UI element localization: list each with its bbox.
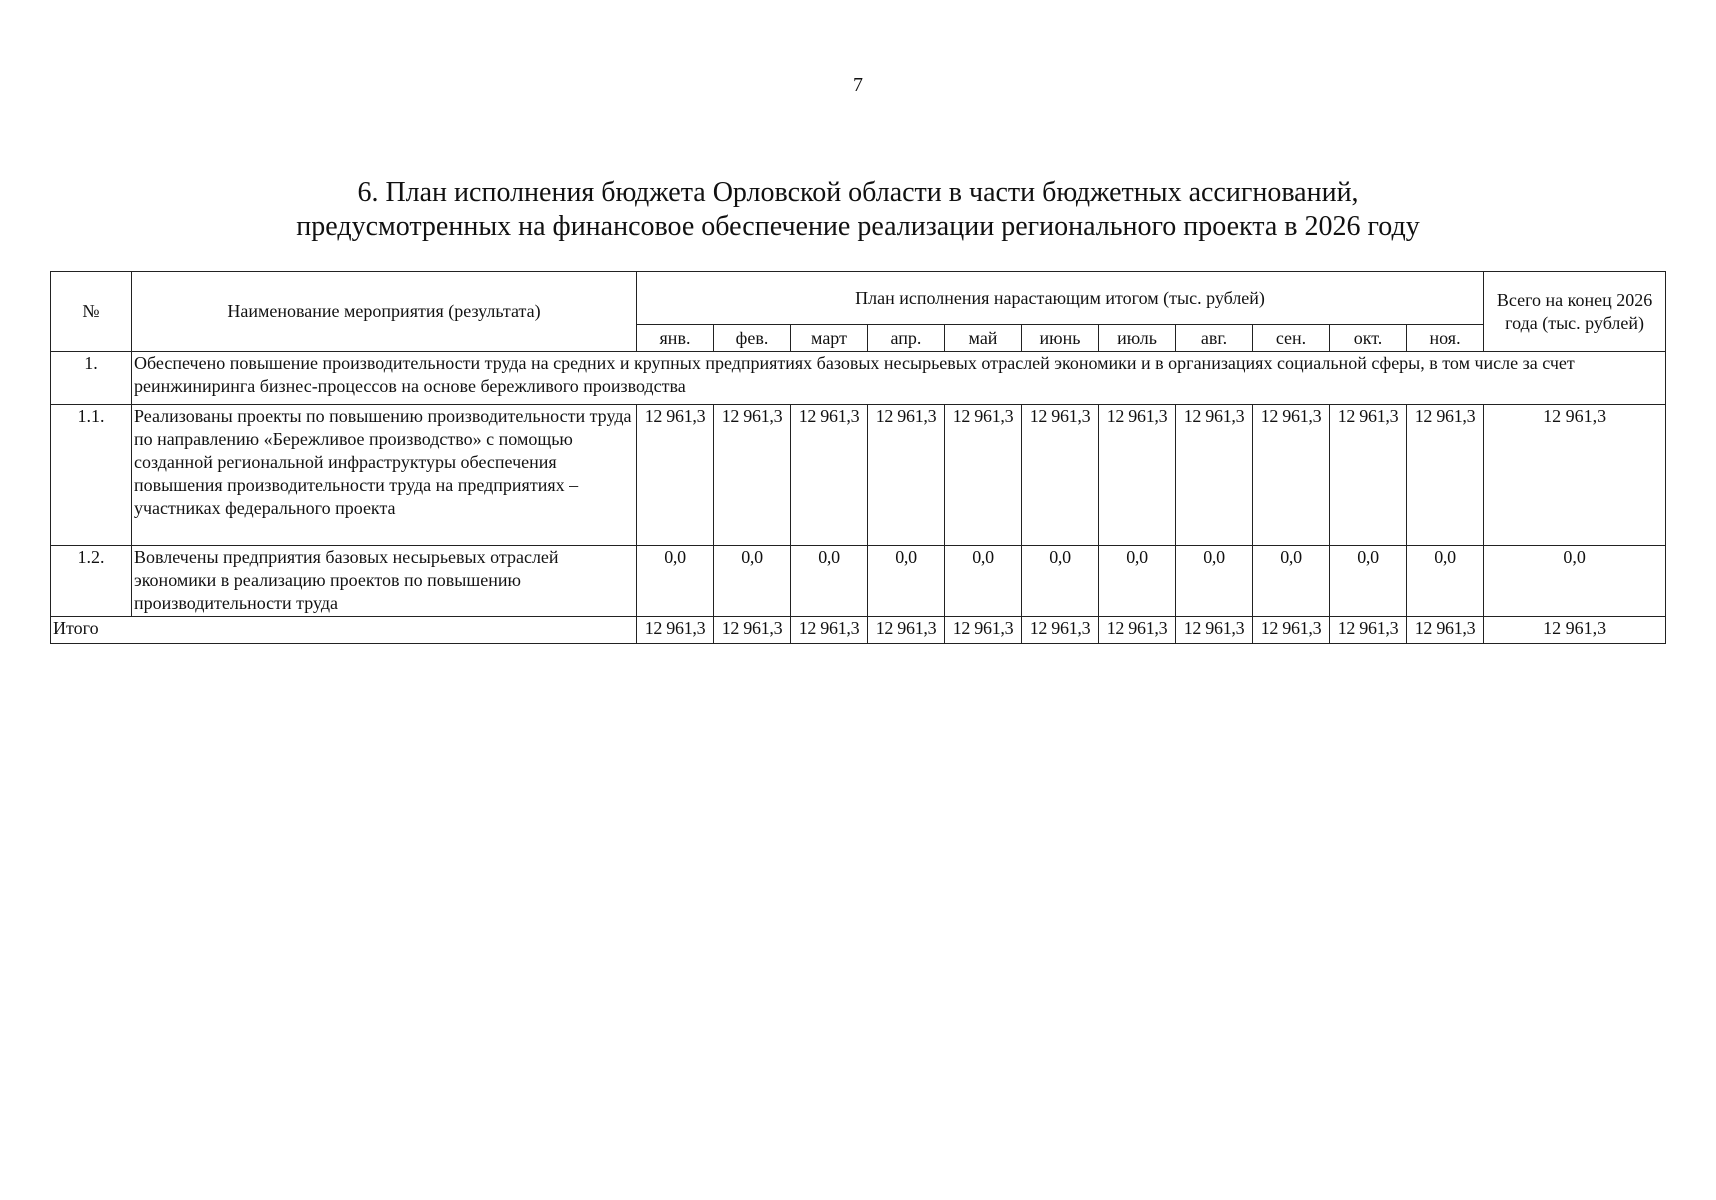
total-row (51, 617, 1666, 644)
month-header: июнь (1022, 325, 1099, 352)
total-label: Итого (51, 617, 637, 644)
month-value: 0,0 (1330, 546, 1407, 617)
total-month-value: 12 961,3 (945, 617, 1022, 644)
month-value: 12 961,3 (1330, 405, 1407, 546)
total-month-value: 12 961,3 (1253, 617, 1330, 644)
header-number: № (51, 272, 132, 352)
total-month-value: 12 961,3 (1099, 617, 1176, 644)
month-value: 0,0 (1022, 546, 1099, 617)
section-title: Обеспечено повышение производительности труда на средних и крупных предприятиях базовых несырьевых отраслей экономики и в организациях социальной сферы, в том числе за счет реинжиниринга бизнес-процессов на основе бережливого производства (132, 352, 1666, 405)
total-month-value: 12 961,3 (714, 617, 791, 644)
title-line-1: 6. План исполнения бюджета Орловской области в части бюджетных ассигнований, (357, 177, 1359, 208)
month-value: 0,0 (945, 546, 1022, 617)
grand-total: 12 961,3 (1484, 617, 1666, 644)
month-value: 0,0 (1407, 546, 1484, 617)
total-month-value: 12 961,3 (1176, 617, 1253, 644)
month-header: март (791, 325, 868, 352)
total-month-value: 12 961,3 (1022, 617, 1099, 644)
month-value: 0,0 (791, 546, 868, 617)
month-value: 12 961,3 (1176, 405, 1253, 546)
month-value: 12 961,3 (1253, 405, 1330, 546)
total-month-value: 12 961,3 (868, 617, 945, 644)
month-header: авг. (1176, 325, 1253, 352)
row-number: 1.1. (51, 405, 132, 546)
header-total: Всего на конец 2026 года (тыс. рублей) (1484, 272, 1666, 352)
month-value: 0,0 (637, 546, 714, 617)
row-total: 12 961,3 (1484, 405, 1666, 546)
header-activity-name: Наименование мероприятия (результата) (132, 272, 637, 352)
total-month-value: 12 961,3 (1407, 617, 1484, 644)
month-value: 12 961,3 (1099, 405, 1176, 546)
row-activity-name: Реализованы проекты по повышению производительности труда по направлению «Бережливое производство» с помощью созданной региональной инфраструктуры обеспечения повышения производительности труда на предприятиях – участниках федерального проекта (132, 405, 637, 546)
month-header: ноя. (1407, 325, 1484, 352)
total-month-value: 12 961,3 (791, 617, 868, 644)
month-header: янв. (637, 325, 714, 352)
total-month-value: 12 961,3 (637, 617, 714, 644)
total-month-value: 12 961,3 (1330, 617, 1407, 644)
row-total: 0,0 (1484, 546, 1666, 617)
month-value: 0,0 (1253, 546, 1330, 617)
month-header: апр. (868, 325, 945, 352)
row-activity-name: Вовлечены предприятия базовых несырьевых отраслей экономики в реализацию проектов по повышению производительности труда (132, 546, 637, 617)
month-header: сен. (1253, 325, 1330, 352)
month-value: 0,0 (714, 546, 791, 617)
budget-plan-table (50, 271, 1666, 644)
document-title (0, 176, 1716, 244)
month-value: 12 961,3 (791, 405, 868, 546)
table-row (51, 405, 1666, 546)
month-header: май (945, 325, 1022, 352)
row-number: 1.2. (51, 546, 132, 617)
title-line-2: предусмотренных на финансовое обеспечение реализации регионального проекта в 2026 году (296, 211, 1420, 242)
month-value: 0,0 (868, 546, 945, 617)
month-value: 12 961,3 (1407, 405, 1484, 546)
header-plan: План исполнения нарастающим итогом (тыс. рублей) (637, 272, 1484, 325)
month-value: 0,0 (1099, 546, 1176, 617)
section-number: 1. (51, 352, 132, 405)
month-value: 12 961,3 (637, 405, 714, 546)
month-value: 12 961,3 (945, 405, 1022, 546)
page-number: 7 (853, 74, 863, 96)
header-row (51, 272, 1666, 325)
month-header: июль (1099, 325, 1176, 352)
month-value: 0,0 (1176, 546, 1253, 617)
month-value: 12 961,3 (1022, 405, 1099, 546)
month-value: 12 961,3 (868, 405, 945, 546)
month-value: 12 961,3 (714, 405, 791, 546)
month-header: фев. (714, 325, 791, 352)
month-header: окт. (1330, 325, 1407, 352)
table-row (51, 546, 1666, 617)
section-row (51, 352, 1666, 405)
